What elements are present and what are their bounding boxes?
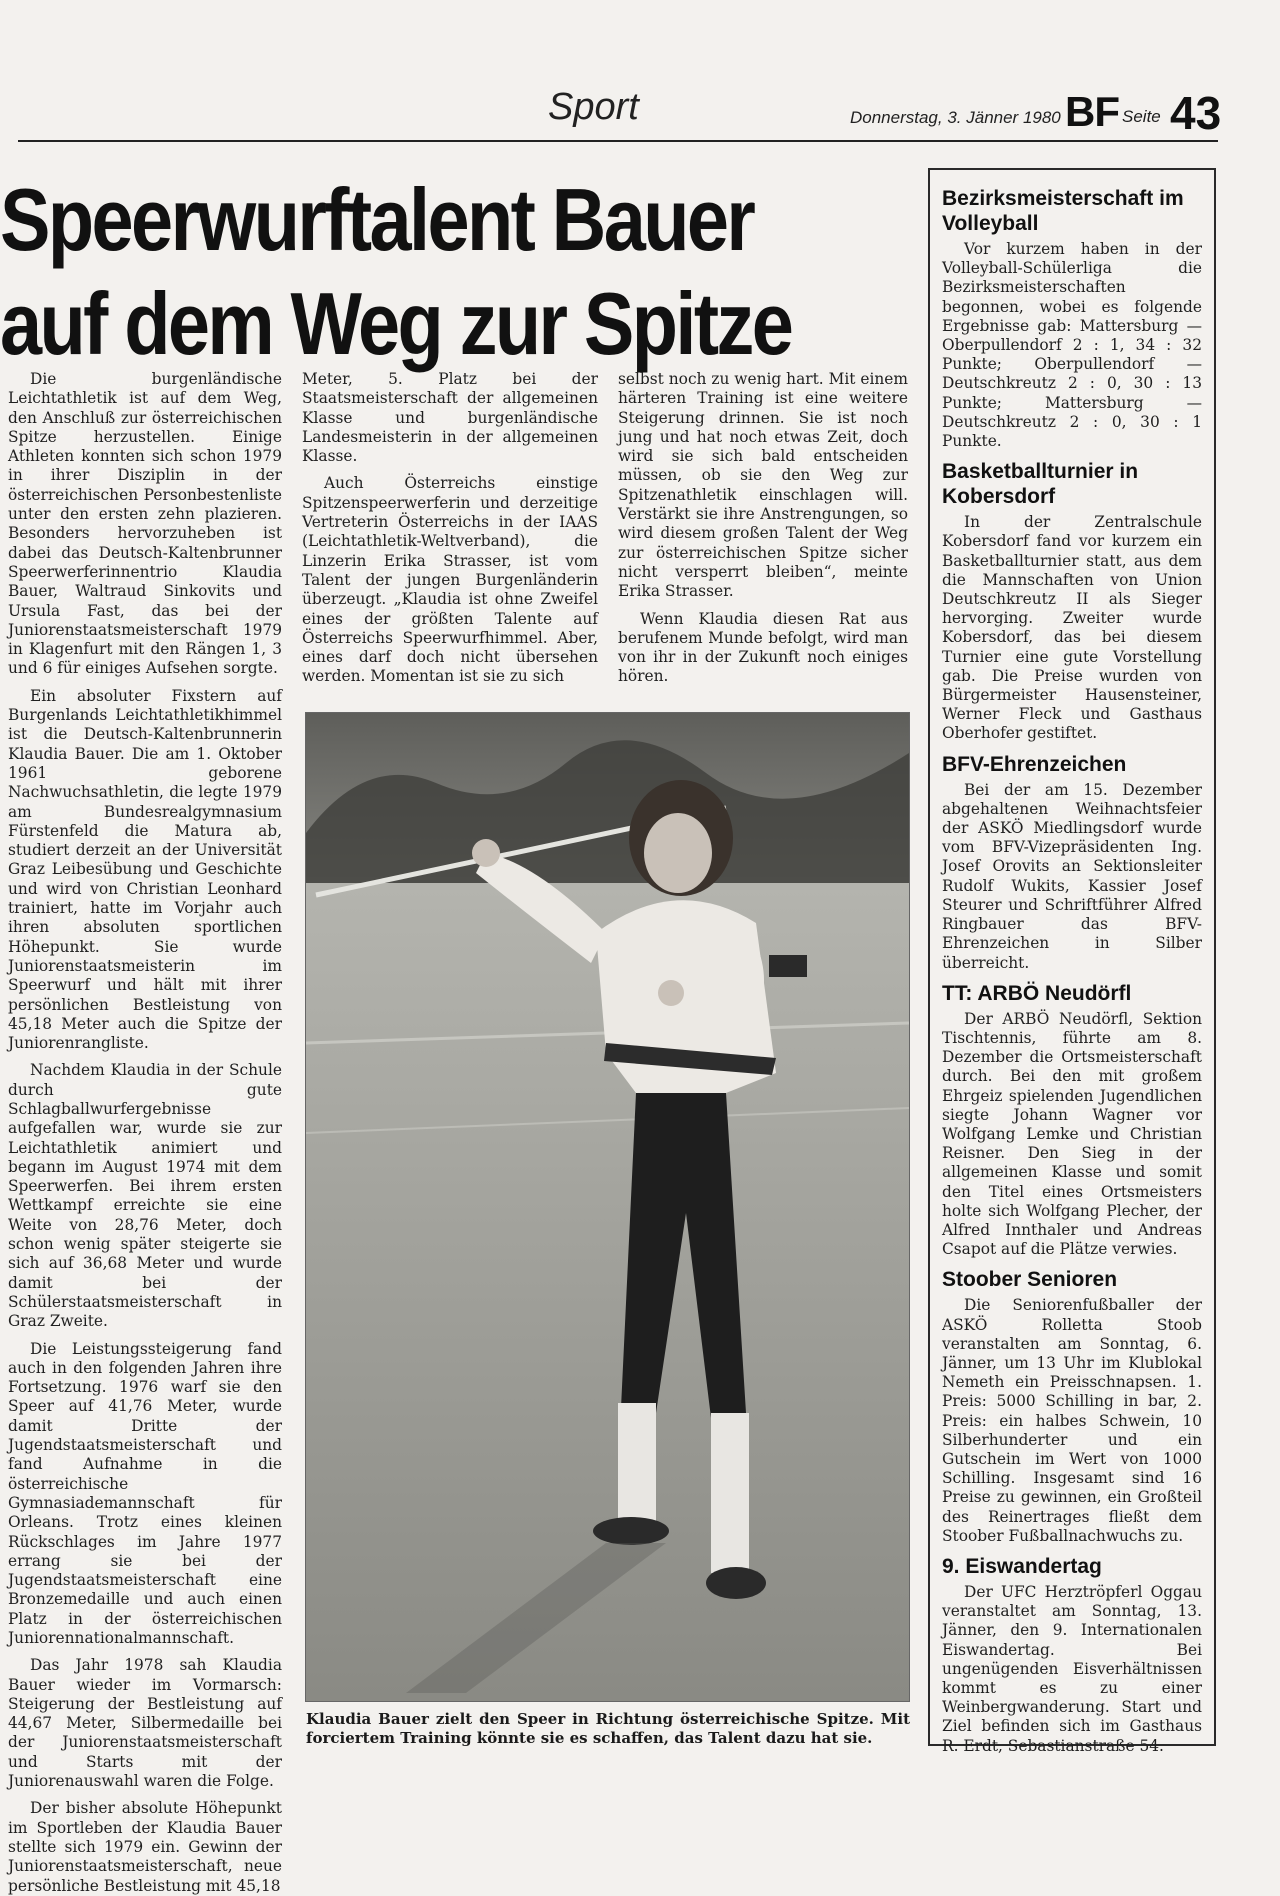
paragraph: Die burgenländische Leichtathletik ist auf dem Weg, den Anschluß zur österreichischen Spitze herzustellen. Einige Athleten konnten sich schon 1979 in ihrer Disziplin in der österreichischen Personbestenliste unter den ersten zehn plazieren. Besonders hervorzuheben ist dabei das Deutsch-Kaltenbrunner Speerwerferinnentrio Klaudia Bauer, Waltraud Sinkovits und Ursula Fast, das bei der Juniorenstaatsmeisterschaft 1979 in Klagenfurt mit den Rängen 1, 3 und 6 für einiges Aufsehen sorgte. xyxy=(8,370,282,678)
article-column-3 xyxy=(618,370,908,700)
paragraph: Die Leistungssteigerung fand auch in den folgenden Jahren ihre Fortsetzung. 1976 warf sie den Speer auf 41,76 Meter, wurde damit Dritte der Jugendstaatsmeisterschaft und fand Aufnahme in die österreichische Gymnasiademannschaft für Orleans. Trotz eines kleinen Rückschlages im Jahre 1977 errang sie bei der Jugendstaatsmeisterschaft eine Bronzemedaille und auch einen Platz in der österreichischen Juniorennationalmannschaft. xyxy=(8,1339,282,1647)
header-rule xyxy=(18,140,1218,142)
paragraph: Der bisher absolute Höhepunkt im Sportleben der Klaudia Bauer stellte sich 1979 ein. Gewinn der Juniorenstaatsmeisterschaft, neue persönliche Bestleistung mit 45,18 xyxy=(8,1799,282,1895)
sidebar-heading: Stoober Senioren xyxy=(942,1268,1118,1292)
photo-illustration xyxy=(306,713,909,1701)
paragraph: Nachdem Klaudia in der Schule durch gute Schlagballwurfergebnisse aufgefallen war, wurde sie zur Leichtathletik animiert und begann im August 1974 mit dem Speerwerfen. Bei ihrem ersten Wettkampf erreichte sie eine Weite von 28,76 Meter, doch schon wenig später steigerte sie sich auf 36,68 Meter und wurde damit bei der Schülerstaatsmeisterschaft in Graz Zweite. xyxy=(8,1061,282,1331)
sidebar-heading: BFV-Ehrenzeichen xyxy=(942,752,1127,776)
photo-caption: Klaudia Bauer zielt den Speer in Richtung österreichische Spitze. Mit forciertem Training könnte sie es schaffen, das Talent dazu hat sie. xyxy=(306,1710,910,1747)
headline-line-2: auf dem Weg zur Spitze xyxy=(0,274,792,373)
sidebar-text: In der Zentralschule Kobersdorf fand vor kurzem ein Basketballturnier statt, aus dem die Mannschaften von Union Deutschkreutz II als Sieger hervorging. Zweiter wurde Kobersdorf, das bei diesem Turnier eine gute Vorstellung gab. Die Preise wurden von Bürgermeister Hausensteiner, Werner Fleck und Gasthaus Oberhofer gestiftet. xyxy=(942,513,1202,743)
article-column-1 xyxy=(8,370,282,1895)
section-title: Sport xyxy=(548,86,639,128)
newspaper-logo: BF xyxy=(1065,88,1119,135)
paragraph: Das Jahr 1978 sah Klaudia Bauer wieder im Vormarsch: Steigerung der Bestleistung auf 44,67 Meter, Silbermedaille bei der Juniorenstaatsmeisterschaft und Starts mit der Juniorenauswahl waren die Folge. xyxy=(8,1656,282,1791)
article-column-2 xyxy=(302,370,598,700)
paragraph: Meter, 5. Platz bei der Staatsmeisterschaft der allgemeinen Klasse und burgenländische Landesmeisterin in der allgemeinen Klasse. xyxy=(302,370,598,466)
news-sidebar xyxy=(928,168,1216,1755)
sidebar-text: Bei der am 15. Dezember abgehaltenen Weihnachtsfeier der ASKÖ Miedlingsdorf wurde vom BFV-Vizepräsidenten Ing. Josef Orovits an Sektionsleiter Rudolf Wukits, Kassier Josef Steurer und Schriftführer Alfred Ringbauer das BFV-Ehrenzeichen in Silber überreicht. xyxy=(942,780,1202,972)
sidebar-heading: Bezirksmeisterschaft im Volleyball xyxy=(942,187,1184,235)
sidebar-heading: Basketballturnier in Kobersdorf xyxy=(942,460,1139,509)
paragraph: Wenn Klaudia diesen Rat aus berufenem Munde befolgt, wird man von ihr in der Zukunft noch einiges hören. xyxy=(618,609,908,686)
sidebar-text: Der UFC Herztröpferl Oggau veranstaltet am Sonntag, 13. Jänner, den 9. Internationalen Eiswandertag. Bei ungenügenden Eisverhältnissen kommt es zu einer Weinbergwanderung. Start und Ziel befinden sich im Gasthaus R. Erdt, Sebastianstraße 54. xyxy=(942,1582,1202,1755)
page-number: 43 xyxy=(1170,87,1222,139)
paragraph: selbst noch zu wenig hart. Mit einem härteren Training ist eine weitere Steigerung drinnen. Sie ist noch jung und hat noch etwas Zeit, doch wird sie sich bald entscheiden müssen, ob sie den Weg zur Spitzenathletik einschlagen will. Verstärkt sie ihre Anstrengungen, so wird diesem großen Talent der Weg zur österreichischen Spitze sicher nicht versperrt bleiben“, meinte Erika Strasser. xyxy=(618,370,908,601)
athlete-photo xyxy=(305,712,910,1702)
sidebar-text: Vor kurzem haben in der Volleyball-Schülerliga die Bezirksmeisterschaften begonnen, wobei es folgende Ergebnisse gab: Mattersburg — Oberpullendorf 2 : 1, 34 : 32 Punkte; Oberpullendorf — Deutschkreutz 2 : 0, 30 : 13 Punkte; Mattersburg — Deutschkreutz 2 : 0, 30 : 1 Punkte. xyxy=(942,240,1202,451)
sidebar-heading: 9. Eiswandertag xyxy=(942,1554,1102,1578)
sidebar-text: Der ARBÖ Neudörfl, Sektion Tischtennis, führte am 8. Dezember die Ortsmeisterschaft durch. Bei den mit großem Ehrgeiz spielenden Jugendlichen siegte Johann Wagner vor Wolfgang Lemke und Christian Reisner. Den Sieg in der allgemeinen Klasse und somit den Titel eines Ortsmeisters holte sich Wolfgang Plecher, der Alfred Innthaler und Andreas Csapot auf die Plätze verwies. xyxy=(942,1009,1202,1259)
article-headline xyxy=(0,168,792,376)
paragraph: Auch Österreichs einstige Spitzenspeerwerferin und derzeitige Vertreterin Österreichs in der IAAS (Leichtathletik-Weltverband), die Linzerin Erika Strasser, ist vom Talent der jungen Burgenländerin überzeugt. „Klaudia ist ohne Zweifel eines der größten Talente auf Österreichs Speerwurfhimmel. Aber, eines darf doch nicht übersehen werden. Momentan ist sie zu sich xyxy=(302,474,598,686)
sidebar-text: Die Seniorenfußballer der ASKÖ Rolletta Stoob veranstalten am Sonntag, 6. Jänner, um 13 Uhr im Klublokal Nemeth ein Preisschnapsen. 1. Preis: 5000 Schilling in bar, 2. Preis: ein halbes Schwein, 10 Silberhunderter und ein Gutschein im Wert von 1000 Schilling. Insgesamt sind 16 Preise zu gewinnen, ein Großteil des Reinertrages fließt dem Stoober Fußballnachwuchs zu. xyxy=(942,1296,1202,1545)
page-label: Seite xyxy=(1122,107,1161,126)
headline-line-1: Speerwurftalent Bauer xyxy=(0,170,754,269)
paragraph: Ein absoluter Fixstern auf Burgenlands Leichtathletikhimmel ist die Deutsch-Kaltenbrunnerin Klaudia Bauer. Die am 1. Oktober 1961 geborene Nachwuchsathletin, die legte 1979 am Bundesrealgymnasium Fürstenfeld die Matura ab, studiert derzeit an der Universität Graz Leibesübung und Geschichte und wird von Christian Leonhard trainiert, hatte im Vorjahr auch ihren absoluten sportlichen Höhepunkt. Sie wurde Juniorenstaatsmeisterin im Speerwurf und hält mit ihrer persönlichen Bestleistung von 45,18 Meter auch die Spitze der Juniorenrangliste. xyxy=(8,686,282,1053)
sidebar-heading: TT: ARBÖ Neudörfl xyxy=(942,981,1132,1005)
issue-date: Donnerstag, 3. Jänner 1980 xyxy=(850,108,1061,127)
